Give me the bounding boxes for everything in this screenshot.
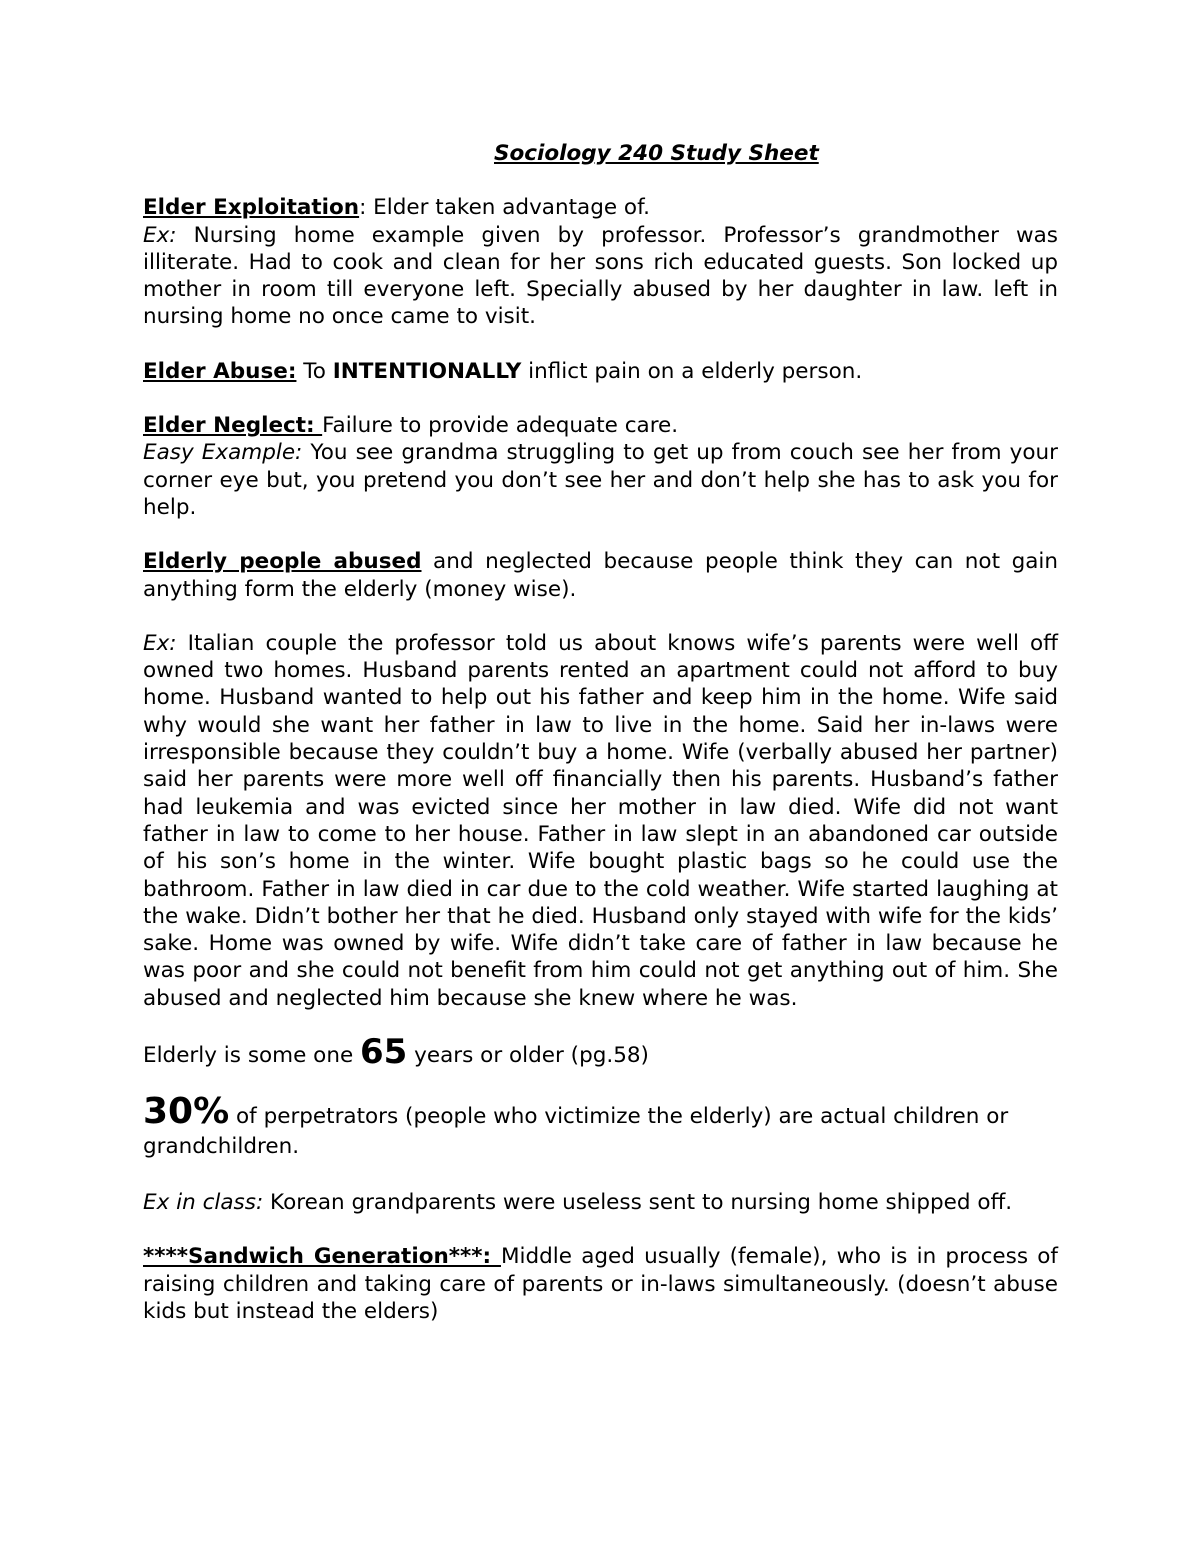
- perpetrators-number: 30%: [143, 1091, 230, 1133]
- neglect-example-text: You see grandma struggling to get up from couch see her from your corner eye but, you pretend you don’t see her and don’t help she has to ask you for help.: [143, 440, 1058, 520]
- abuse-emphasis: INTENTIONALLY: [332, 358, 522, 384]
- neglect-term: Elder Neglect:: [143, 413, 323, 439]
- sandwich-term: ****Sandwich Generation***:: [143, 1244, 501, 1270]
- sandwich-text: Middle aged usually (female), who is in process of raising children and taking care of parents or in-laws simultaneously. (doesn’t abuse kids but instead the elders): [143, 1244, 1058, 1324]
- elderly-abused-text: and neglected because people think they can not gain anything form the elderly (money wise).: [143, 549, 1058, 602]
- sandwich-paragraph: [143, 1243, 1058, 1325]
- perpetrators-text: of perpetrators (people who victimize the elderly) are actual children or grandchildren.: [143, 1104, 1009, 1160]
- neglect-example-label: Easy Example:: [143, 440, 303, 466]
- elderly-age-paragraph: [143, 1032, 1058, 1073]
- abuse-term: Elder Abuse:: [143, 358, 297, 384]
- document-body: [143, 140, 1058, 1352]
- korean-example-text: Korean grandparents were useless sent to nursing home shipped off.: [263, 1190, 1013, 1216]
- italian-example-label: Ex:: [143, 630, 177, 656]
- exploitation-example-text: Nursing home example given by professor. Professor’s grandmother was illiterate. Had to cook and clean for her sons rich educated guests. Son locked up mother in room till everyone left. Specially abused by her daughter in law. left in nursing home no once came to visit.: [143, 222, 1058, 330]
- exploitation-term: Elder Exploitation: [143, 195, 360, 221]
- abuse-paragraph: [143, 358, 1058, 385]
- exploitation-paragraph: [143, 194, 1058, 330]
- perpetrators-paragraph: [143, 1091, 1058, 1162]
- elderly-age-before: Elderly is some one: [143, 1043, 361, 1069]
- neglect-paragraph: [143, 412, 1058, 521]
- page-title: Sociology 240 Study Sheet: [494, 141, 819, 166]
- korean-example-label: Ex in class:: [143, 1190, 264, 1216]
- elderly-abused-term: Elderly people abused: [143, 549, 422, 575]
- neglect-definition: Failure to provide adequate care.: [322, 413, 679, 439]
- italian-example-paragraph: [143, 630, 1058, 1012]
- elderly-age-after: years or older (pg.58): [407, 1043, 649, 1069]
- abuse-after: inflict pain on a elderly person.: [521, 358, 863, 384]
- elderly-age-number: 65: [360, 1032, 408, 1073]
- abuse-before: To: [296, 358, 333, 384]
- elderly-abused-paragraph: [143, 548, 1058, 603]
- exploitation-example-label: Ex:: [143, 222, 177, 248]
- korean-example-paragraph: [143, 1189, 1058, 1216]
- italian-example-text: Italian couple the professor told us about knows wife’s parents were well off owned two homes. Husband parents rented an apartment could not afford to buy home. Husband wanted to help out his father and keep him in the home. Wife said why would she want her father in law to live in the home. Said her in-laws were irresponsible because they couldn’t buy a home. Wife (verbally abused her partner) said her parents were more well off financially then his parents. Husband’s father had leukemia and was evicted since her mother in law died. Wife did not want father in law to come to her house. Father in law slept in an abandoned car outside of his son’s home in the winter. Wife bought plastic bags so he could use the bathroom. Father in law died in car due to the cold weather. Wife started laughing at the wake. Didn’t bother her that he died. Husband only stayed with wife for the kids’ sake. Home was owned by wife. Wife didn’t take care of father in law because he was poor and she could not benefit from him could not get anything out of him. She abused and neglected him because she knew where he was.: [143, 630, 1058, 1011]
- exploitation-definition: : Elder taken advantage of.: [359, 195, 650, 221]
